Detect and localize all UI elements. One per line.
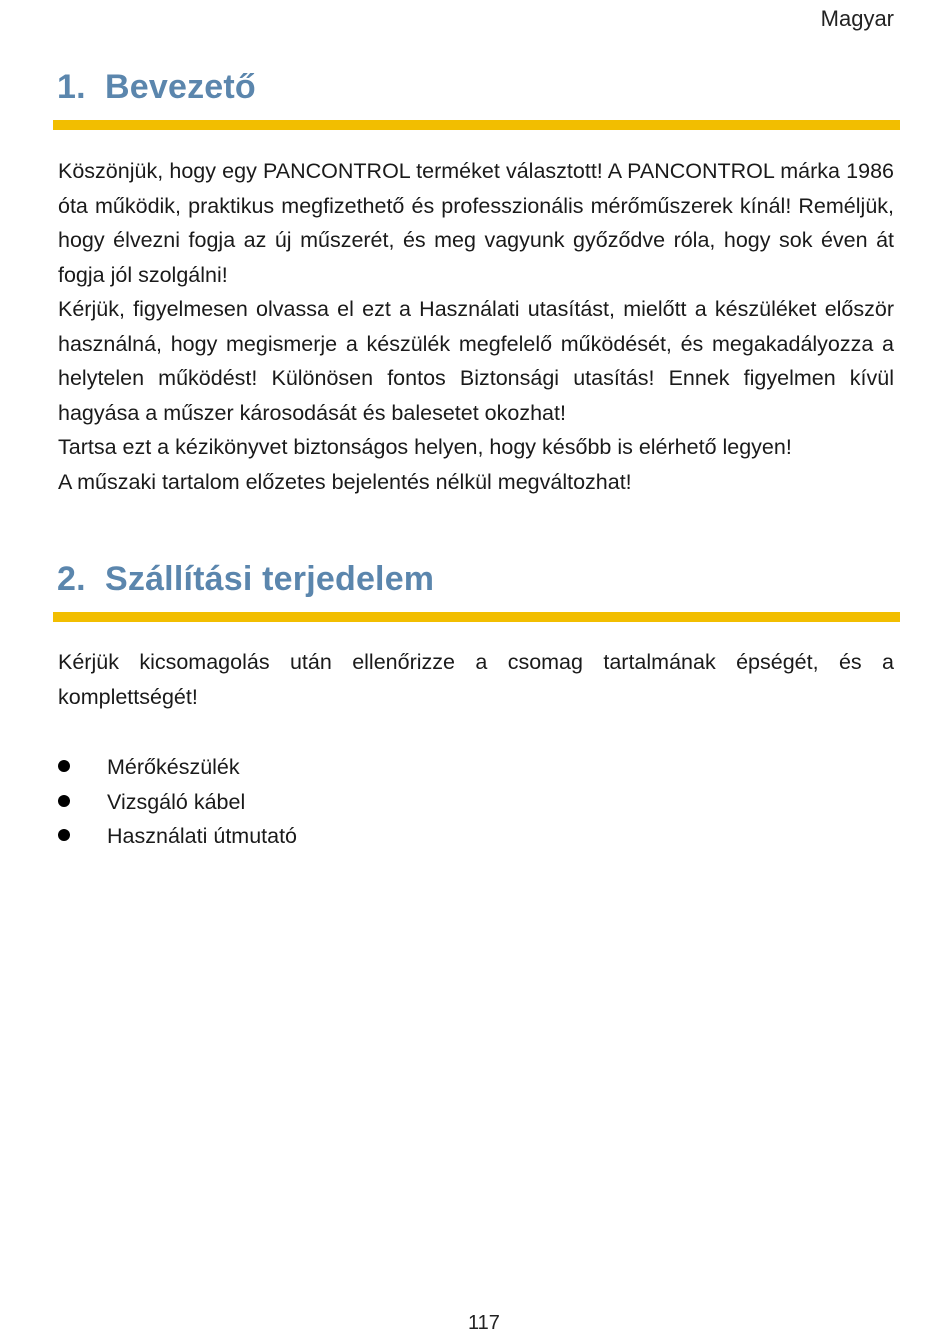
bullet-icon	[58, 795, 70, 807]
section-1-divider	[53, 120, 900, 130]
section-2-divider	[53, 612, 900, 622]
delivery-check-paragraph: Kérjük kicsomagolás után ellenőrizze a csomag tartalmának épségét, és a komplettségét!	[58, 650, 894, 709]
section-2-number: 2.	[57, 560, 86, 598]
section-2-heading	[57, 560, 434, 599]
section-1-number: 1.	[57, 68, 86, 106]
list-item-label: Mérőkészülék	[107, 755, 240, 779]
intro-paragraph-keep-manual: Tartsa ezt a kézikönyvet biztonságos helyen, hogy később is elérhető legyen!	[58, 435, 792, 459]
delivery-items-list	[58, 750, 297, 854]
list-item-label: Vizsgáló kábel	[107, 789, 246, 814]
list-item	[58, 785, 297, 820]
list-item-label: Használati útmutató	[107, 824, 298, 848]
intro-paragraph-thanks: Köszönjük, hogy egy PANCONTROL terméket választott! A PANCONTROL márka 1986 óta működik, praktikus megfizethető és professzionális mérőműszerek kínál! Reméljük, hogy élvezni fogja az új műszerét, és meg vagyunk győződve róla, hogy sok éven át fogja jól szolgálni!	[58, 159, 894, 287]
section-1-heading	[57, 68, 256, 107]
section-2-title: Szállítási terjedelem	[105, 560, 435, 598]
page-header-language: Magyar	[820, 6, 894, 31]
section-1-body	[58, 154, 894, 499]
bullet-icon	[58, 760, 70, 772]
intro-paragraph-read-carefully: Kérjük, figyelmesen olvassa el ezt a Használati utasítást, mielőtt a készüléket először használná, hogy megismerje a készülék megfelelő működését, és megakadályozza a helytelen működést! Különösen fontos Biztonsági utasítás! Ennek figyelmen kívül hagyása a műszer károsodását és balesetet okozhat!	[58, 297, 894, 425]
list-item	[58, 819, 297, 854]
bullet-icon	[58, 829, 70, 841]
section-2-body	[58, 645, 894, 714]
section-1-title: Bevezető	[105, 68, 256, 106]
page-number: 117	[468, 1312, 500, 1334]
intro-paragraph-technical-changes: A műszaki tartalom előzetes bejelentés nélkül megváltozhat!	[58, 469, 632, 494]
list-item	[58, 750, 297, 785]
